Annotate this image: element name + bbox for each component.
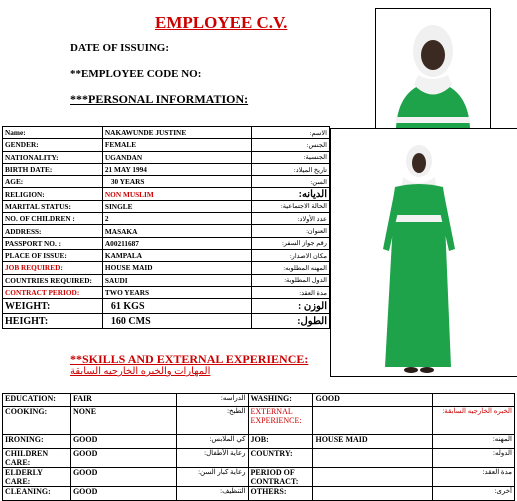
- experience-value: GOOD: [313, 394, 433, 407]
- personal-field-arabic-label: الاسم:: [252, 127, 330, 139]
- personal-field-value: A00211687: [102, 237, 251, 249]
- personal-field-value: SAUDI: [102, 274, 251, 286]
- skills-heading: **SKILLS AND EXTERNAL EXPERIENCE:: [70, 352, 309, 366]
- personal-field-label: AGE:: [3, 176, 103, 188]
- personal-field-label: GENDER:: [3, 139, 103, 151]
- personal-field-label: WEIGHT:: [3, 299, 103, 314]
- personal-row: [3, 188, 330, 200]
- personal-field-value: NAKAWUNDE JUSTINE: [102, 127, 251, 139]
- skills-arabic-label: رعاية كبار السن:: [176, 468, 248, 487]
- personal-field-label: NATIONALITY:: [3, 151, 103, 163]
- experience-arabic-label: الدوله:: [433, 449, 515, 468]
- personal-row: [3, 151, 330, 163]
- personal-row: [3, 225, 330, 237]
- personal-field-arabic-label: رقم جواز السفر:: [252, 237, 330, 249]
- skills-row: [3, 449, 515, 468]
- personal-row: [3, 127, 330, 139]
- skills-arabic-label: كي الملابس:: [176, 435, 248, 449]
- experience-arabic-label: الخبره الخارجيه السابقة:: [433, 407, 515, 435]
- skills-label: CLEANING:: [3, 487, 71, 501]
- skills-arabic-label: التنظيف:: [176, 487, 248, 501]
- skills-value: GOOD: [70, 435, 176, 449]
- experience-label: WASHING:: [248, 394, 313, 407]
- experience-value: HOUSE MAID: [313, 435, 433, 449]
- personal-row: [3, 237, 330, 249]
- personal-field-arabic-label: الوزن :: [252, 299, 330, 314]
- full-body-photo: [330, 128, 517, 377]
- skills-heading-arabic: المهارات والخبره الخارجيه السابقة: [70, 366, 211, 377]
- personal-field-value: SINGLE: [102, 200, 251, 212]
- personal-row: [3, 176, 330, 188]
- personal-field-label: BIRTH DATE:: [3, 163, 103, 175]
- skills-label: EDUCATION:: [3, 394, 71, 407]
- personal-field-label: RELIGION:: [3, 188, 103, 200]
- page-title: EMPLOYEE C.V.: [155, 13, 288, 32]
- personal-row: [3, 274, 330, 286]
- personal-row: [3, 299, 330, 314]
- personal-info-table: [2, 126, 330, 329]
- personal-field-arabic-label: مكان الاصدار:: [252, 249, 330, 261]
- personal-field-label: PASSPORT NO. :: [3, 237, 103, 249]
- skills-arabic-label: رعاية الأطفال:: [176, 449, 248, 468]
- personal-field-arabic-label: العنوان:: [252, 225, 330, 237]
- personal-field-value: 160 CMS: [102, 314, 251, 329]
- skills-value: GOOD: [70, 487, 176, 501]
- personal-field-label: NO. OF CHILDREN :: [3, 213, 103, 225]
- skills-arabic-label: الدراسه:: [176, 394, 248, 407]
- skills-label: COOKING:: [3, 407, 71, 435]
- personal-field-value: 30 YEARS: [102, 176, 251, 188]
- skills-value: GOOD: [70, 449, 176, 468]
- personal-row: [3, 200, 330, 212]
- personal-field-arabic-label: عدد الأولاد:: [252, 213, 330, 225]
- personal-field-label: PLACE OF ISSUE:: [3, 249, 103, 261]
- personal-field-label: JOB REQUIRED:: [3, 262, 103, 274]
- portrait-photo-figure: [376, 9, 490, 128]
- personal-field-value: TWO YEARS: [102, 286, 251, 298]
- experience-label: EXTERNAL EXPERIENCE:: [248, 407, 313, 435]
- experience-label: PERIOD OF CONTRACT:: [248, 468, 313, 487]
- skills-table: [2, 393, 515, 501]
- personal-field-value: NON MUSLIM: [102, 188, 251, 200]
- experience-arabic-label: [433, 394, 515, 407]
- personal-field-value: 61 KGS: [102, 299, 251, 314]
- personal-information-heading: ***PERSONAL INFORMATION:: [70, 92, 249, 106]
- personal-field-label: Name:: [3, 127, 103, 139]
- personal-row: [3, 286, 330, 298]
- full-body-figure: [331, 129, 517, 376]
- skills-row: [3, 468, 515, 487]
- personal-field-arabic-label: الدول المطلوبة:: [252, 274, 330, 286]
- skills-arabic-label: الطبخ:: [176, 407, 248, 435]
- personal-field-label: ADDRESS:: [3, 225, 103, 237]
- personal-field-value: HOUSE MAID: [102, 262, 251, 274]
- personal-row: [3, 249, 330, 261]
- personal-row: [3, 163, 330, 175]
- portrait-photo: [375, 8, 491, 129]
- personal-field-arabic-label: الجنسية:: [252, 151, 330, 163]
- personal-field-label: MARITAL STATUS:: [3, 200, 103, 212]
- personal-field-arabic-label: السن:: [252, 176, 330, 188]
- experience-label: COUNTRY:: [248, 449, 313, 468]
- personal-field-arabic-label: مدة العقد:: [252, 286, 330, 298]
- experience-label: JOB:: [248, 435, 313, 449]
- personal-field-arabic-label: المهنه المطلوبه:: [252, 262, 330, 274]
- skills-label: ELDERLY CARE:: [3, 468, 71, 487]
- experience-value: [313, 468, 433, 487]
- personal-row: [3, 213, 330, 225]
- personal-row: [3, 314, 330, 329]
- skills-value: GOOD: [70, 468, 176, 487]
- employee-code-label: **EMPLOYEE CODE NO:: [70, 68, 202, 80]
- personal-field-value: 21 MAY 1994: [102, 163, 251, 175]
- personal-field-value: MASAKA: [102, 225, 251, 237]
- personal-field-label: COUNTRIES REQUIRED:: [3, 274, 103, 286]
- personal-field-arabic-label: الديانه:: [252, 188, 330, 200]
- date-of-issuing-label: DATE OF ISSUING:: [70, 42, 170, 54]
- personal-row: [3, 139, 330, 151]
- personal-field-value: FEMALE: [102, 139, 251, 151]
- skills-row: [3, 407, 515, 435]
- personal-field-value: UGANDAN: [102, 151, 251, 163]
- personal-field-arabic-label: الطول:: [252, 314, 330, 329]
- skills-row: [3, 487, 515, 501]
- personal-field-arabic-label: الحالة الاجتماعية:: [252, 200, 330, 212]
- skills-label: IRONING:: [3, 435, 71, 449]
- personal-field-arabic-label: الجنس:: [252, 139, 330, 151]
- experience-value: [313, 407, 433, 435]
- skills-value: NONE: [70, 407, 176, 435]
- experience-arabic-label: المهنه:: [433, 435, 515, 449]
- experience-arabic-label: أخرى:: [433, 487, 515, 501]
- personal-field-label: CONTRACT PERIOD:: [3, 286, 103, 298]
- personal-field-value: KAMPALA: [102, 249, 251, 261]
- personal-row: [3, 262, 330, 274]
- skills-row: [3, 435, 515, 449]
- personal-field-arabic-label: تاريخ الميلاد:: [252, 163, 330, 175]
- skills-value: FAIR: [70, 394, 176, 407]
- personal-field-label: HEIGHT:: [3, 314, 103, 329]
- skills-label: CHILDREN CARE:: [3, 449, 71, 468]
- personal-field-value: 2: [102, 213, 251, 225]
- experience-label: OTHERS:: [248, 487, 313, 501]
- experience-value: [313, 487, 433, 501]
- skills-row: [3, 394, 515, 407]
- experience-arabic-label: مدة العقد:: [433, 468, 515, 487]
- experience-value: [313, 449, 433, 468]
